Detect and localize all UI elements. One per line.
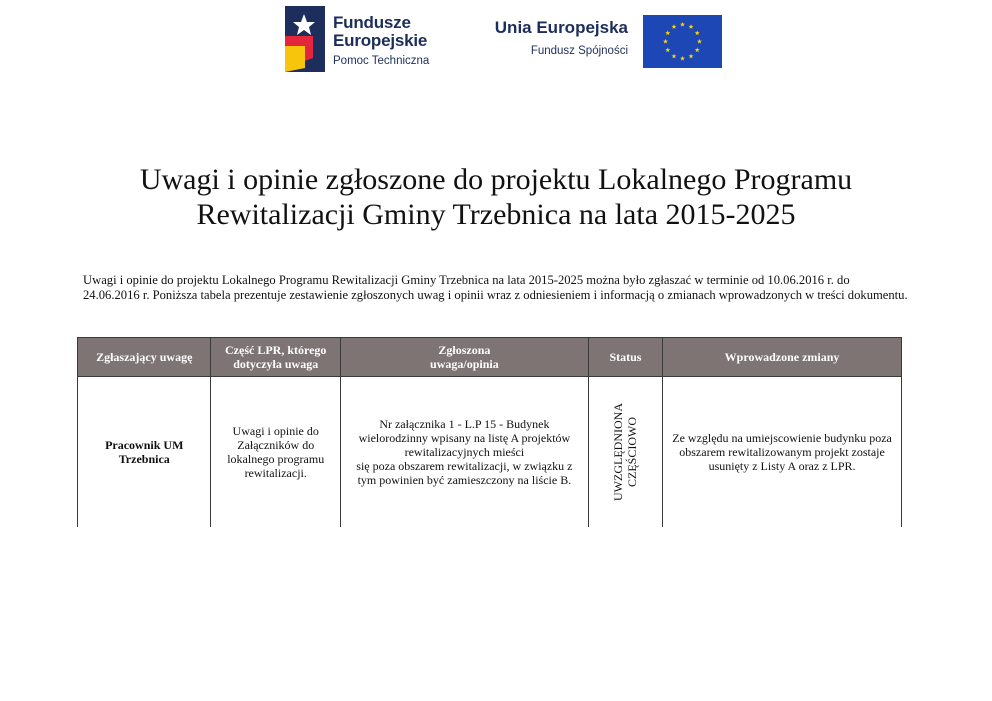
logo-bar xyxy=(0,0,992,80)
eu-flag-icon xyxy=(643,15,722,68)
fe-title-line2: Europejskie xyxy=(333,31,428,50)
fe-title-line1: Fundusze xyxy=(333,13,411,32)
cell-remark-line2: się poza obszarem rewitalizacji, w związku z tym powinien być zamieszczony na liście B. xyxy=(356,459,573,487)
fe-subtitle: Pomoc Techniczna xyxy=(333,55,430,67)
unia-europejska-text xyxy=(488,18,628,59)
cell-changes: Ze względu na umiejscowienie budynku poza obszarem rewitalizowanym projekt zostaje usunięty z Listy A oraz z LPR. xyxy=(663,377,902,528)
fundusze-europejskie-logo-icon xyxy=(285,6,325,72)
remarks-table xyxy=(77,337,902,527)
table-header-row xyxy=(78,338,902,377)
cell-remark-line1: Nr załącznika 1 - L.P 15 - Budynek wielorodzinny wpisany na listę A projektów rewitalizacyjnych mieści xyxy=(358,417,571,459)
header-remark xyxy=(340,338,588,377)
title-line2: Rewitalizacji Gminy Trzebnica na lata 2015-2025 xyxy=(196,198,796,231)
header-who: Zgłaszający uwagę xyxy=(78,338,211,377)
fundusze-europejskie-text xyxy=(333,14,429,69)
page-title xyxy=(60,162,932,232)
eu-subtitle: Fundusz Spójności xyxy=(530,45,628,57)
title-line1: Uwagi i opinie zgłoszone do projektu Lokalnego Programu xyxy=(139,163,853,196)
header-remark-line1: Zgłoszona xyxy=(438,343,491,357)
cell-who: Pracownik UM Trzebnica xyxy=(78,377,211,528)
cell-status xyxy=(588,377,662,528)
header-remark-line2: uwaga/opinia xyxy=(430,357,499,371)
cell-part: Uwagi i opinie do Załączników do lokalnego programu rewitalizacji. xyxy=(211,377,340,528)
status-line1: UWZGLĘDNIONA xyxy=(611,403,626,501)
header-changes: Wprowadzone zmiany xyxy=(663,338,902,377)
intro-paragraph: Uwagi i opinie do projektu Lokalnego Programu Rewitalizacji Gminy Trzebnica na lata 2015-2025 można było zgłaszać w terminie od 10.06.2016 r. do 24.06.2016 r. Poniższa tabela prezentuje zestawienie zgłoszonych uwag i opinii wraz z odniesieniem i informacją o zmianach wprowadzonych w treści dokumentu. xyxy=(83,273,908,302)
status-line2: CZĘŚCIOWO xyxy=(625,417,640,488)
eu-title: Unia Europejska xyxy=(494,18,628,37)
status-text xyxy=(611,403,639,501)
cell-remark xyxy=(340,377,588,528)
header-status: Status xyxy=(588,338,662,377)
header-part: Część LPR, którego dotyczyła uwaga xyxy=(211,338,340,377)
table-row xyxy=(78,377,902,528)
